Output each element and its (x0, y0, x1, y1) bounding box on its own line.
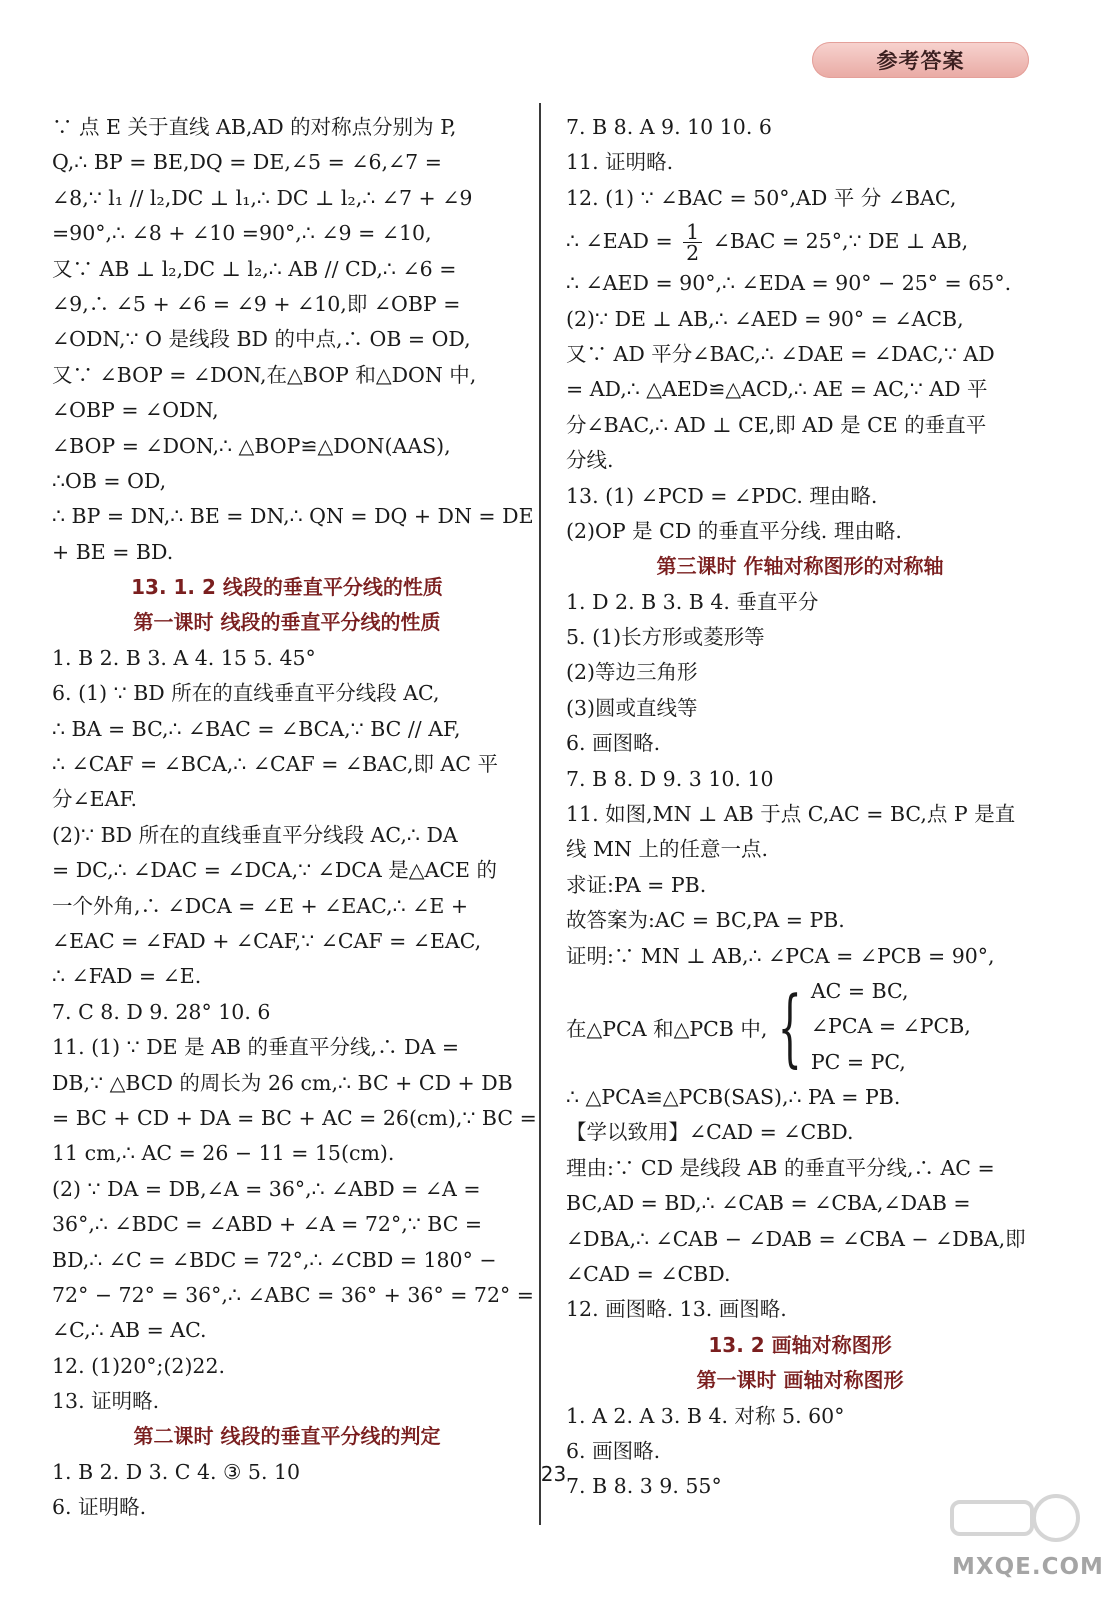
text-line: 又∵ AB ⊥ l₂,DC ⊥ l₂,∴ AB // CD,∴ ∠6 = (52, 256, 457, 281)
text-line: 线 MN 上的任意一点. (566, 837, 768, 862)
text-line: (2)等边三角形 (566, 660, 698, 685)
text-line: = AD,∴ △AED≌△ACD,∴ AE = AC,∵ AD 平 (566, 377, 988, 402)
text-line: ∴ ∠CAF = ∠BCA,∴ ∠CAF = ∠BAC,即 AC 平 (52, 752, 498, 777)
right-paragraph-1 (566, 110, 1034, 216)
text-line: 1. A 2. A 3. B 4. 对称 5. 60° (566, 1403, 845, 1428)
text-line: 7. C 8. D 9. 28° 10. 6 (52, 999, 271, 1024)
text-line: Q,∴ BP = BE,DQ = DE,∠5 = ∠6,∠7 = (52, 150, 442, 175)
text-line: 1. B 2. D 3. C 4. ③ 5. 10 (52, 1459, 301, 1484)
text-line: 11. (1) ∵ DE 是 AB 的垂直平分线,∴ DA = (52, 1035, 460, 1060)
fraction-numerator: 1 (683, 222, 702, 243)
text-line: 又∵ ∠BOP = ∠DON,在△BOP 和△DON 中, (52, 362, 477, 387)
text-line: ∠BOP = ∠DON,∴ △BOP≌△DON(AAS), (52, 433, 451, 458)
text-line: 11 cm,∴ AC = 26 − 11 = 15(cm). (52, 1141, 395, 1166)
text-line: 11. 证明略. (566, 150, 674, 175)
lesson-heading-3: 第三课时 作轴对称图形的对称轴 (656, 554, 944, 579)
left-column (52, 110, 537, 1526)
text-line: ∴ ∠AED = 90°,∴ ∠EDA = 90° − 25° = 65°. (566, 271, 1012, 296)
text-line: 又∵ AD 平分∠BAC,∴ ∠DAE = ∠DAC,∵ AD (566, 341, 995, 366)
right-paragraph-3 (566, 585, 1034, 974)
page-number: 23 (540, 1462, 567, 1486)
text-line: (3)圆或直线等 (566, 695, 698, 720)
text-line: 6. (1) ∵ BD 所在的直线垂直平分线段 AC, (52, 681, 440, 706)
left-paragraph-2 (52, 641, 537, 1420)
text-line: PC = PC, (810, 1049, 906, 1074)
text-line: ∠ODN,∵ O 是线段 BD 的中点,∴ OB = OD, (52, 327, 471, 352)
text-line: 7. B 8. 3 9. 55° (566, 1474, 722, 1499)
fraction-post: ∠BAC = 25°,∵ DE ⊥ AB, (706, 229, 969, 254)
text-line: 13. (1) ∠PCD = ∠PDC. 理由略. (566, 483, 878, 508)
congruence-brace-block (566, 974, 1034, 1080)
text-line: AC = BC, (810, 978, 909, 1003)
text-line: 分∠EAF. (52, 787, 137, 812)
lesson-heading-2: 第二课时 线段的垂直平分线的判定 (133, 1424, 441, 1449)
text-line: ∠C,∴ AB = AC. (52, 1318, 207, 1343)
text-line: ∠DBA,∴ ∠CAB − ∠DAB = ∠CBA − ∠DBA,即 (566, 1226, 1026, 1251)
right-paragraph-2 (566, 266, 1034, 549)
text-line: ∴ BP = DN,∴ BE = DN,∴ QN = DQ + DN = DE (52, 504, 534, 529)
text-line: (2)OP 是 CD 的垂直平分线. 理由略. (566, 518, 902, 543)
text-line: BC,AD = BD,∴ ∠CAB = ∠CBA,∠DAB = (566, 1191, 971, 1216)
text-line: (2)∵ DE ⊥ AB,∴ ∠AED = 90° = ∠ACB, (566, 306, 964, 331)
lesson-heading-1: 第一课时 线段的垂直平分线的性质 (133, 610, 441, 635)
text-line: ∠8,∵ l₁ // l₂,DC ⊥ l₁,∴ DC ⊥ l₂,∴ ∠7 + ∠9 (52, 185, 473, 210)
text-line: 12. 画图略. 13. 画图略. (566, 1297, 787, 1322)
fraction-line (566, 216, 1034, 266)
text-line: 分线. (566, 448, 614, 473)
text-line: DB,∵ △BCD 的周长为 26 cm,∴ BC + CD + DB (52, 1070, 513, 1095)
text-line: 理由:∵ CD 是线段 AB 的垂直平分线,∴ AC = (566, 1155, 995, 1180)
text-line: 【学以致用】∠CAD = ∠CBD. (566, 1120, 854, 1145)
watermark-logo (948, 1488, 1104, 1588)
right-paragraph-4 (566, 1080, 1034, 1328)
text-line: 5. (1)长方形或菱形等 (566, 625, 765, 650)
brace-conditions (811, 974, 971, 1080)
text-line: ∠OBP = ∠ODN, (52, 398, 219, 423)
text-line: + BE = BD. (52, 539, 174, 564)
text-line: ∠9,∴ ∠5 + ∠6 = ∠9 + ∠10,即 ∠OBP = (52, 291, 461, 316)
text-line: ∴ ∠FAD = ∠E. (52, 964, 202, 989)
text-line: ∠PCA = ∠PCB, (810, 1014, 971, 1039)
text-line: 证明:∵ MN ⊥ AB,∴ ∠PCA = ∠PCB = 90°, (566, 943, 995, 968)
text-line: 故答案为:AC = BC,PA = PB. (566, 908, 845, 933)
section-heading-13-1-2: 13. 1. 2 线段的垂直平分线的性质 (131, 575, 443, 600)
fraction-half (683, 220, 702, 266)
fraction-pre: ∴ ∠EAD = (566, 229, 680, 254)
text-line: = BC + CD + DA = BC + AC = 26(cm),∵ BC = (52, 1105, 537, 1130)
text-line: 12. (1)20°;(2)22. (52, 1353, 226, 1378)
text-line: 6. 证明略. (52, 1495, 147, 1520)
text-line: 求证:PA = PB. (566, 872, 707, 897)
text-line: 72° − 72° = 36°,∴ ∠ABC = 36° + 36° = 72° = (52, 1282, 534, 1307)
text-line: 1. D 2. B 3. B 4. 垂直平分 (566, 589, 819, 614)
fraction-denominator: 2 (686, 241, 700, 266)
text-line: 12. (1) ∵ ∠BAC = 50°,AD 平 分 ∠BAC, (566, 185, 957, 210)
text-line: 7. B 8. D 9. 3 10. 10 (566, 766, 774, 791)
text-line: ∠EAC = ∠FAD + ∠CAF,∵ ∠CAF = ∠EAC, (52, 928, 482, 953)
lesson-heading-4: 第一课时 画轴对称图形 (696, 1368, 904, 1393)
brace-icon: { (778, 977, 803, 1076)
text-line: = DC,∴ ∠DAC = ∠DCA,∵ ∠DCA 是△ACE 的 (52, 858, 498, 883)
text-line: ∵ 点 E 关于直线 AB,AD 的对称点分别为 P, (52, 115, 457, 139)
section-badge: 参考答案 (812, 42, 1029, 78)
text-line: 6. 画图略. (566, 731, 661, 756)
text-line: ∴ BA = BC,∴ ∠BAC = ∠BCA,∵ BC // AF, (52, 716, 461, 741)
text-line: ∴ △PCA≌△PCB(SAS),∴ PA = PB. (566, 1084, 901, 1109)
right-column (566, 110, 1034, 1505)
text-line: (2)∵ BD 所在的直线垂直平分线段 AC,∴ DA (52, 822, 458, 847)
text-line: 1. B 2. B 3. A 4. 15 5. 45° (52, 645, 316, 670)
text-line: 分∠BAC,∴ AD ⊥ CE,即 AD 是 CE 的垂直平 (566, 412, 987, 437)
section-heading-13-2: 13. 2 画轴对称图形 (708, 1332, 892, 1357)
left-paragraph-1 (52, 110, 534, 570)
text-line: 7. B 8. A 9. 10 10. 6 (566, 115, 772, 139)
column-divider (539, 103, 541, 1525)
text-line: ∠CAD = ∠CBD. (566, 1261, 731, 1286)
text-line: ∴OB = OD, (52, 468, 167, 493)
text-line: 13. 证明略. (52, 1389, 160, 1414)
watermark-text: MXQE.COM (952, 1554, 1104, 1580)
brace-intro: 在△PCA 和△PCB 中, (566, 1016, 768, 1041)
text-line: =90°,∴ ∠8 + ∠10 =90°,∴ ∠9 = ∠10, (52, 221, 432, 246)
text-line: BD,∴ ∠C = ∠BDC = 72°,∴ ∠CBD = 180° − (52, 1247, 497, 1272)
text-line: (2) ∵ DA = DB,∠A = 36°,∴ ∠ABD = ∠A = (52, 1176, 481, 1201)
text-line: 11. 如图,MN ⊥ AB 于点 C,AC = BC,点 P 是直 (566, 802, 1016, 827)
text-line: 36°,∴ ∠BDC = ∠ABD + ∠A = 72°,∵ BC = (52, 1212, 483, 1237)
text-line: 一个外角,∴ ∠DCA = ∠E + ∠EAC,∴ ∠E + (52, 893, 469, 918)
text-line: 6. 画图略. (566, 1438, 661, 1463)
